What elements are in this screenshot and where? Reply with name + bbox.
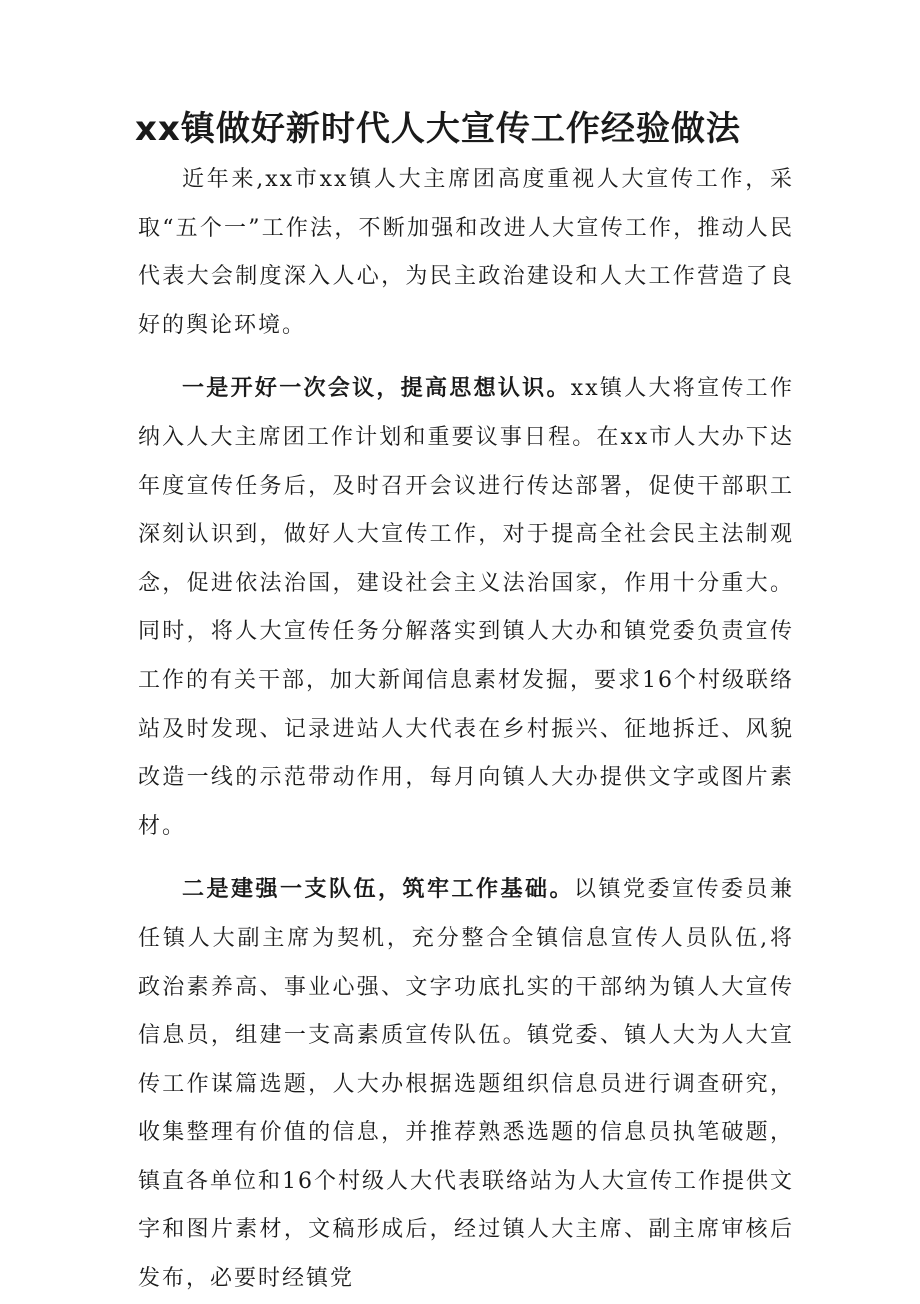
intro-paragraph: 近年来,xx市xx镇人大主席团高度重视人大宣传工作，采取“五个一”工作法，不断加强和改进人大宣传工作，推动人民代表大会制度深入人心，为民主政治建设和人大工作营造了良好的舆论环境。	[138, 167, 794, 338]
document-title: xx镇做好新时代人大宣传工作经验做法	[135, 109, 741, 149]
document-body	[138, 156, 794, 1304]
section-paragraph-2	[138, 866, 794, 1303]
section-heading-1: 一是开好一次会议，提高思想认识。	[182, 376, 571, 402]
section-paragraph-1	[138, 365, 794, 851]
section-text-1: xx镇人大将宣传工作纳入人大主席团工作计划和重要议事日程。在xx市人大办下达年度宣传任务后，及时召开会议进行传达部署，促使干部职工深刻认识到，做好人大宣传工作，对于提高全社会民主法制观念，促进依法治国，建设社会主义法治国家，作用十分重大。同时，将人大宣传任务分解落实到镇人大办和镇党委负责宣传工作的有关干部，加大新闻信息素材发掘，要求16个村级联络站及时发现、记录进站人大代表在乡村振兴、征地拆迁、风貌改造一线的示范带动作用，每月向镇人大办提供文字或图片素材。	[138, 376, 794, 839]
section-text-2: 以镇党委宣传委员兼任镇人大副主席为契机，充分整合全镇信息宣传人员队伍,将政治素养高、事业心强、文字功底扎实的干部纳为镇人大宣传信息员，组建一支高素质宣传队伍。镇党委、镇人大为人大宣传工作谋篇选题，人大办根据选题组织信息员进行调查研究，收集整理有价值的信息，并推荐熟悉选题的信息员执笔破题，镇直各单位和16个村级人大代表联络站为人大宣传工作提供文字和图片素材，文稿形成后，经过镇人大主席、副主席审核后发布，必要时经镇党	[138, 877, 794, 1292]
section-heading-2: 二是建强一支队伍，筑牢工作基础。	[182, 877, 574, 903]
